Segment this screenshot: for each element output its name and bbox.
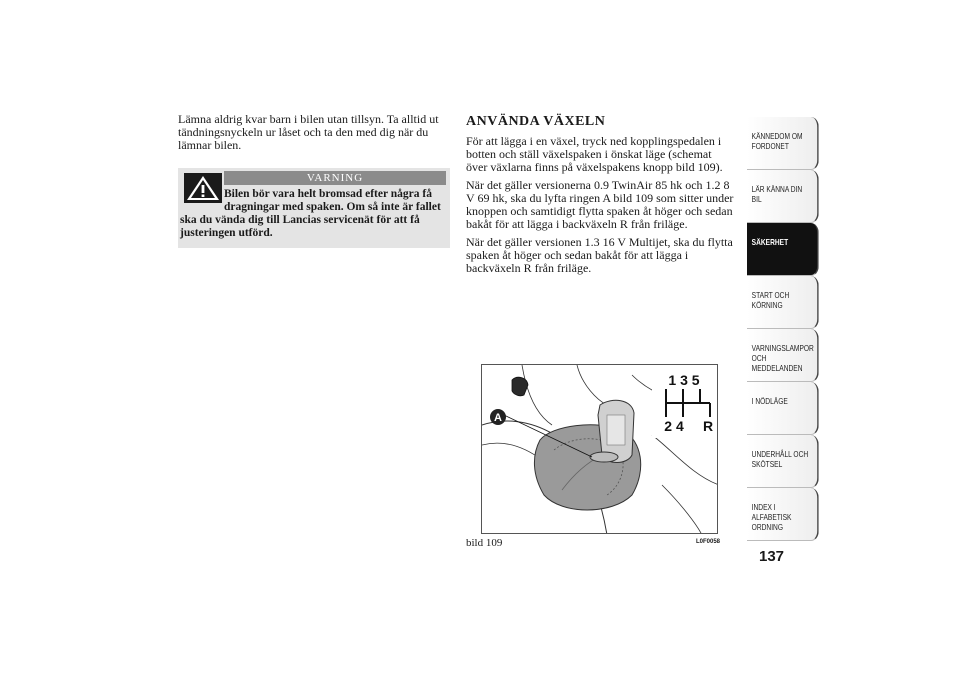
- warning-text-content: Bilen bör vara helt bromsad efter några få dragningar med spaken. Om så inte är fallet ska du vända dig till Lancias servicenät för att få justeringen utförd.: [180, 188, 441, 239]
- tab-label: INDEX I ALFABETISK ORDNING: [751, 502, 792, 532]
- intro-paragraph: Lämna aldrig kvar barn i bilen utan tillsyn. Ta alltid ut tändningsnyckeln ur låset och ta den med dig när du lämnar bilen.: [178, 112, 439, 152]
- left-column: [178, 113, 450, 152]
- tab-i-nodlage[interactable]: [747, 382, 819, 435]
- figure-code: L0F0058: [696, 539, 721, 545]
- tab-label: KÄNNEDOM OM FORDONET: [751, 131, 803, 151]
- tab-index[interactable]: [747, 488, 819, 541]
- warning-text: [180, 188, 448, 240]
- tab-label: LÄR KÄNNA DIN BIL: [751, 184, 803, 204]
- tab-varningslampor[interactable]: [747, 329, 819, 382]
- tab-kannedom-om-fordonet[interactable]: [747, 117, 819, 170]
- gear-bottom-label: 2 4: [664, 418, 684, 434]
- tab-label: VARNINGSLAMPOR OCH MEDDELANDEN: [751, 343, 814, 373]
- tab-sakerhet[interactable]: [747, 223, 819, 276]
- section-paragraph-3: När det gäller versionen 1.3 16 V Multijet, ska du flytta spaken åt höger och sedan bakåt för att lägga i backväxeln R från friläge.: [466, 235, 733, 275]
- tab-label: I NÖDLÄGE: [751, 396, 788, 406]
- tab-lar-kanna-din-bil[interactable]: [747, 170, 819, 223]
- page-number: 137: [759, 548, 785, 565]
- tab-label: START OCH KÖRNING: [751, 290, 790, 310]
- tab-start-och-korning[interactable]: [747, 276, 819, 329]
- tab-label: UNDERHÅLL OCH SKÖTSEL: [751, 449, 809, 469]
- tab-underhall-och-skotsel[interactable]: [747, 435, 819, 488]
- gear-lever-figure: [481, 364, 718, 534]
- section-paragraph-1: För att lägga i en växel, tryck ned kopplingspedalen i botten och ställ växelspaken i önskat läge (schemat över växlarna finns på växelspakens knopp bild 109).: [466, 134, 723, 174]
- section-heading: ANVÄNDA VÄXELN: [466, 114, 606, 129]
- gear-reverse-label: R: [702, 418, 714, 434]
- tab-label: SÄKERHET: [751, 237, 789, 247]
- warning-header: VARNING: [224, 171, 446, 185]
- callout-a-label: A: [494, 412, 502, 424]
- figure-caption: bild 109: [466, 537, 503, 549]
- warning-box: [178, 168, 450, 248]
- chapter-tabs: [747, 117, 819, 541]
- right-column: [466, 113, 734, 280]
- section-paragraph-2: När det gäller versionerna 0.9 TwinAir 85 hk och 1.2 8 V 69 hk, ska du lyfta ringen A bild 109 som sitter under knoppen och samtidigt flytta spaken åt höger och sedan bakåt för att lägga i backväxeln R från friläge.: [466, 178, 734, 231]
- gear-top-label: 1 3 5: [668, 372, 700, 388]
